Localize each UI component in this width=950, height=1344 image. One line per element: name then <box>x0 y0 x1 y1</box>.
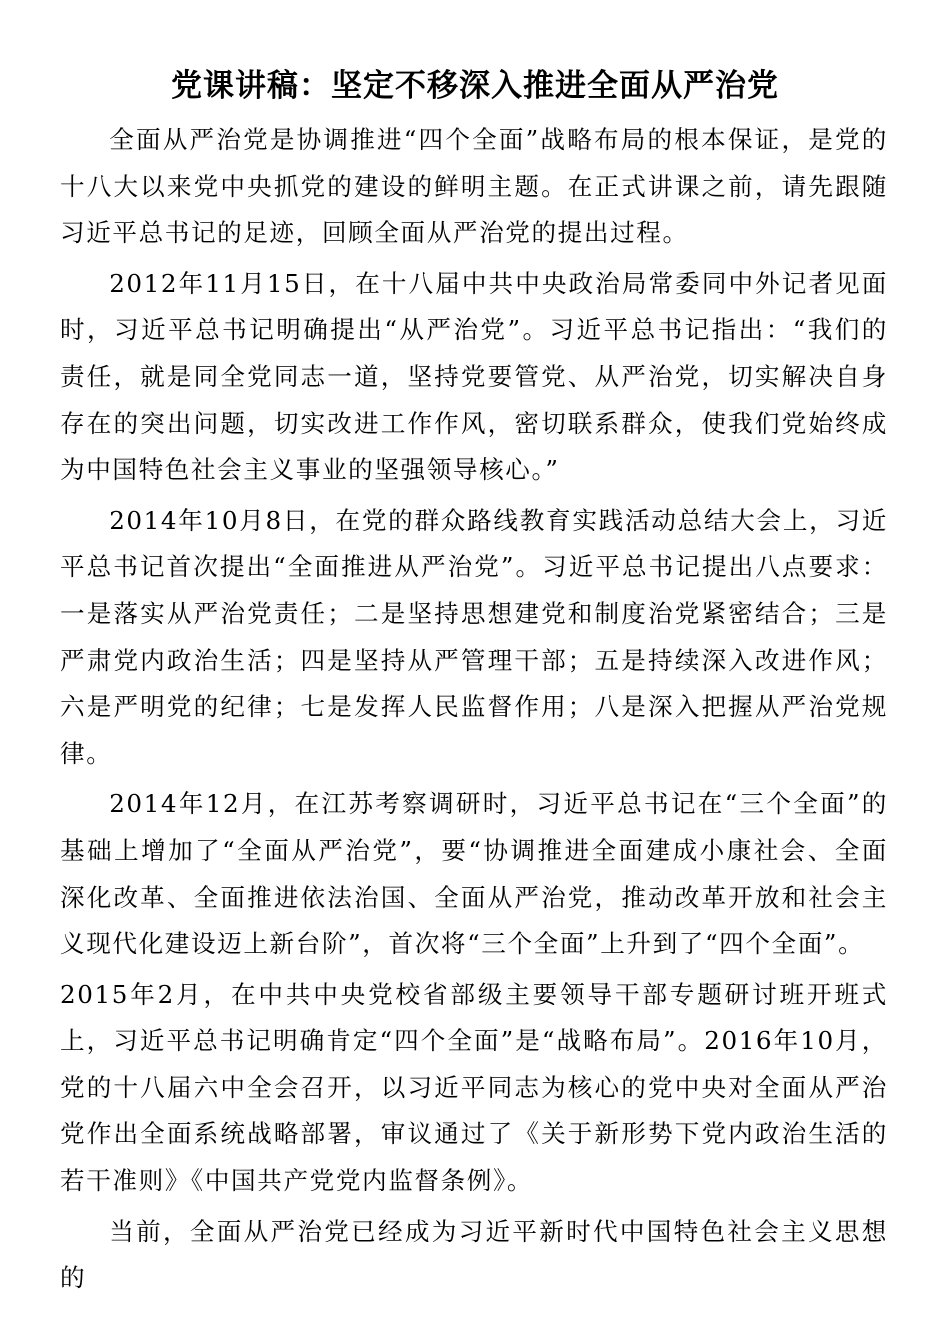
paragraph-2012: 2012年11月15日，在十八届中共中央政治局常委同中外记者见面时，习近平总书记明确提出“从严治党”。习近平总书记指出：“我们的责任，就是同全党同志一道，坚持党要管党、从严治党，切实解决自身存在的突出问题，切实改进工作作风，密切联系群众，使我们党始终成为中国特色社会主义事业的坚强领导核心。” <box>60 268 888 485</box>
paragraph-2014-dec: 2014年12月，在江苏考察调研时，习近平总书记在“三个全面”的基础上增加了“全面从严治党”，要“协调推进全面建成小康社会、全面深化改革、全面推进依法治国、全面从严治党，推动改革开放和社会主义现代化建设迈上新台阶”，首次将“三个全面”上升到了“四个全面”。 <box>60 789 888 959</box>
document-title: 党课讲稿：坚定不移深入推进全面从严治党 <box>171 68 779 104</box>
paragraph-current: 当前，全面从严治党已经成为习近平新时代中国特色社会主义思想的 <box>60 1216 888 1293</box>
paragraph-intro: 全面从严治党是协调推进“四个全面”战略布局的根本保证，是党的十八大以来党中央抓党的建设的鲜明主题。在正式讲课之前，请先跟随习近平总书记的足迹，回顾全面从严治党的提出过程。 <box>60 125 888 248</box>
document-body <box>60 117 888 1306</box>
paragraph-2015: 2015年2月，在中共中央党校省部级主要领导干部专题研讨班开班式上，习近平总书记明确肯定“四个全面”是“战略布局”。2016年10月，党的十八届六中全会召开，以习近平同志为核心的党中央对全面从严治党作出全面系统战略部署，审议通过了《关于新形势下党内政治生活的若干准则》《中国共产党党内监督条例》。 <box>60 979 888 1196</box>
paragraph-2014-oct: 2014年10月8日，在党的群众路线教育实践活动总结大会上，习近平总书记首次提出“全面推进从严治党”。习近平总书记提出八点要求：一是落实从严治党责任；二是坚持思想建党和制度治党紧密结合；三是严肃党内政治生活；四是坚持从严管理干部；五是持续深入改进作风；六是严明党的纪律；七是发挥人民监督作用；八是深入把握从严治党规律。 <box>60 505 888 768</box>
